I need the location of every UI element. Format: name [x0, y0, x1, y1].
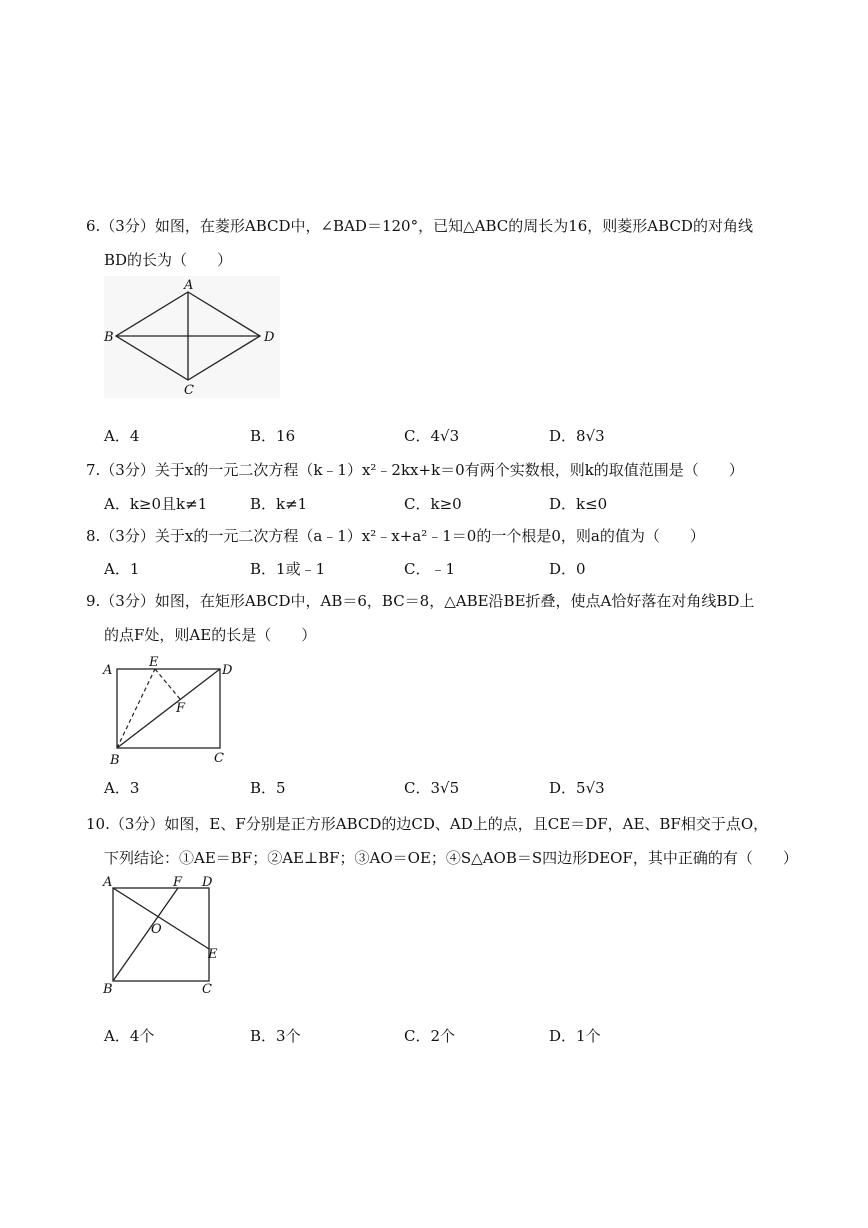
question-10-option-d: D．1个 [549, 1027, 601, 1045]
label-f: F [176, 701, 186, 716]
question-9-text-line1: 9.（3分）如图，在矩形ABCD中，AB＝6，BC＝8，△ABE沿BE折叠，使点A恰好落在对角线BD上 [86, 592, 755, 610]
question-9-rectangle-figure [100, 652, 240, 768]
question-10-option-c: C．2个 [404, 1027, 456, 1045]
question-6-rhombus-figure [100, 276, 284, 400]
question-6-option-a: A．4 [104, 427, 140, 445]
question-6-option-b: B．16 [250, 427, 296, 445]
label-a: A [184, 278, 194, 293]
label-c: C [184, 383, 194, 398]
question-9-option-c: C．3√5 [404, 779, 460, 797]
label-b: B [103, 982, 113, 997]
question-9-option-a: A．3 [104, 779, 140, 797]
question-8-option-c: C．﹣1 [404, 560, 456, 578]
question-8-option-d: D．0 [549, 560, 586, 578]
segment-ae [113, 888, 209, 949]
label-a: A [103, 875, 113, 890]
label-e: E [208, 947, 218, 962]
question-7-option-a: A．k≥0且k≠1 [104, 495, 208, 513]
label-a: A [103, 663, 113, 678]
question-10-option-b: B．3个 [250, 1027, 301, 1045]
dashed-ef [155, 669, 180, 699]
question-7-option-c: C．k≥0 [404, 495, 462, 513]
question-6-option-d: D．8√3 [549, 427, 605, 445]
question-9-option-d: D．5√3 [549, 779, 605, 797]
question-9-text-line2: 的点F处，则AE的长是（ ） [104, 626, 317, 644]
question-10-text-line2: 下列结论：①AE＝BF；②AE⊥BF；③AO＝OE；④S△AOB＝S四边形DEOF，其中正确的有（ ） [104, 849, 798, 867]
question-7-option-d: D．k≤0 [549, 495, 608, 513]
diagonal-bd [117, 669, 220, 748]
question-6-text-line2: BD的长为（ ） [104, 251, 233, 269]
question-7-option-b: B．k≠1 [250, 495, 308, 513]
segment-bf [113, 888, 178, 981]
question-10-square-figure [98, 872, 228, 998]
label-f: F [173, 875, 183, 890]
question-8-option-a: A．1 [104, 560, 140, 578]
question-8-text: 8.（3分）关于x的一元二次方程（a﹣1）x²﹣x+a²﹣1＝0的一个根是0，则a的值为（ ） [86, 527, 705, 545]
question-9-option-b: B．5 [250, 779, 286, 797]
question-6-text-line1: 6.（3分）如图，在菱形ABCD中，∠BAD＝120°，已知△ABC的周长为16，则菱形ABCD的对角线 [86, 217, 753, 235]
dashed-be [117, 669, 155, 748]
question-10-option-a: A．4个 [104, 1027, 155, 1045]
label-d: D [202, 875, 213, 890]
label-o: O [151, 922, 162, 937]
label-e: E [149, 655, 159, 670]
label-c: C [202, 982, 212, 997]
question-10-text-line1: 10.（3分）如图，E、F分别是正方形ABCD的边CD、AD上的点，且CE＝DF，AE、BF相交于点O， [86, 815, 769, 833]
question-8-option-b: B．1或﹣1 [250, 560, 326, 578]
question-7-text: 7.（3分）关于x的一元二次方程（k﹣1）x²﹣2kx+k＝0有两个实数根，则k的取值范围是（ ） [86, 461, 744, 479]
label-d: D [222, 663, 233, 678]
label-d: D [264, 330, 275, 345]
label-c: C [214, 751, 224, 766]
label-b: B [110, 753, 120, 768]
question-6-option-c: C．4√3 [404, 427, 460, 445]
label-b: B [104, 330, 114, 345]
